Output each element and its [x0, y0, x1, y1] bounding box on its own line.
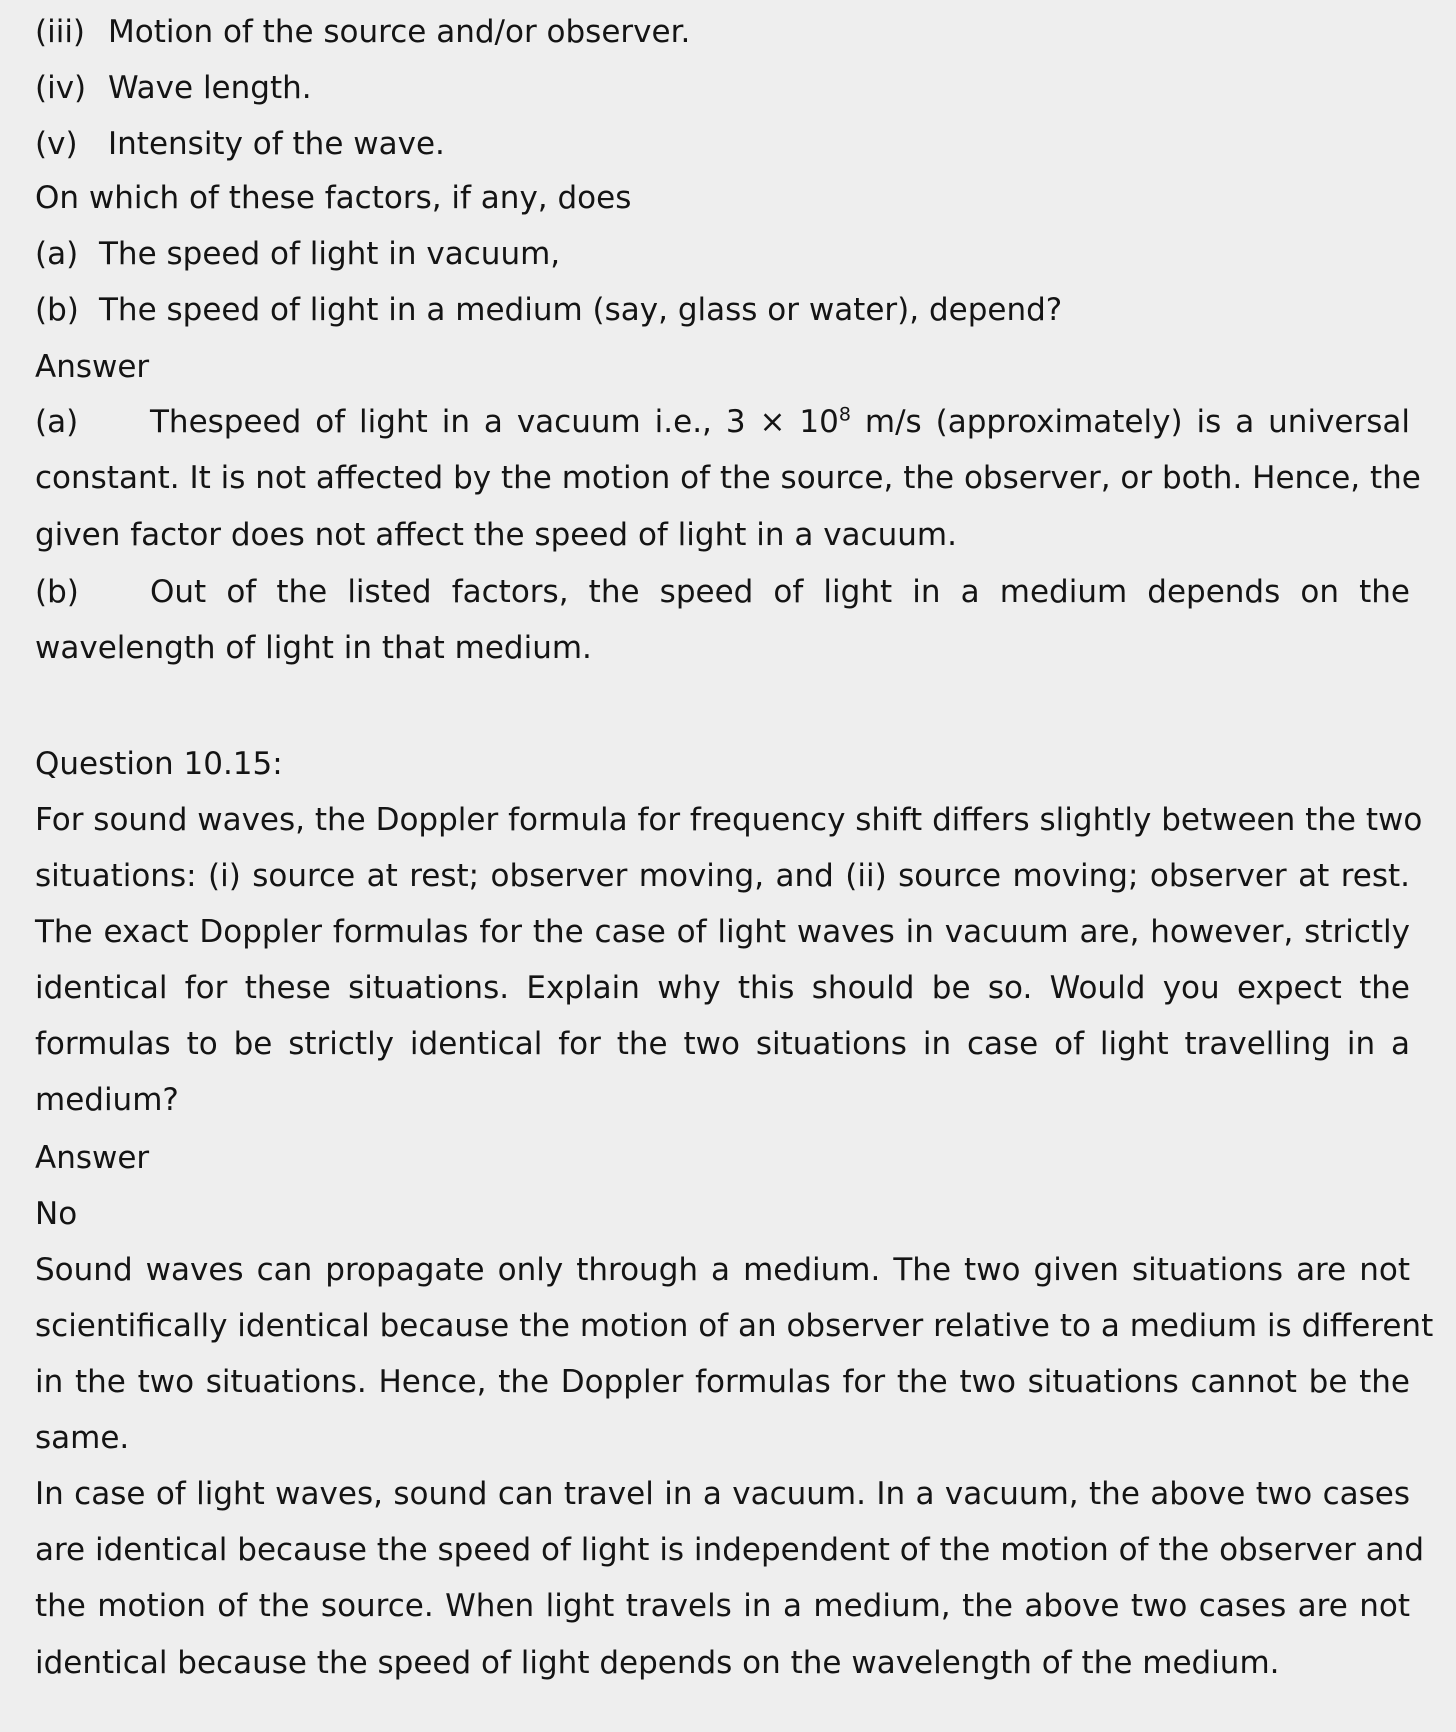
exponent: 8	[838, 403, 851, 426]
option-item	[35, 124, 1410, 164]
option-tag: (iv)	[35, 70, 87, 106]
option-text: Motion of the source and/or observer.	[108, 14, 691, 50]
sub-question-tag: (a)	[35, 236, 79, 272]
answer-paragraph-line: In case of light waves, sound can travel in a vacuum. In a vacuum, the above two cases	[35, 1476, 1410, 1512]
answer-paragraph-line: Sound waves can propagate only through a medium. The two given situations are not	[35, 1252, 1410, 1288]
answer-b-line: wavelength of light in that medium.	[35, 630, 592, 666]
answer-b-tag: (b)	[35, 574, 79, 610]
answer-paragraph-line: same.	[35, 1420, 130, 1456]
option-text: Wave length.	[108, 70, 312, 106]
answer-a-line: given factor does not affect the speed of light in a vacuum.	[35, 517, 957, 553]
answer-a-line	[35, 402, 1410, 442]
answer-paragraph-line: identical because the speed of light depends on the wavelength of the medium.	[35, 1645, 1280, 1681]
question-line: For sound waves, the Doppler formula for frequency shift differs slightly between the two	[35, 802, 1423, 838]
question-prompt: On which of these factors, if any, does	[35, 180, 632, 216]
sub-question-text: The speed of light in a medium (say, glass or water), depend?	[99, 292, 1063, 328]
question-line: medium?	[35, 1082, 179, 1118]
answer-paragraph-line: in the two situations. Hence, the Doppler formulas for the two situations cannot be the	[35, 1364, 1410, 1400]
answer-a-tag: (a)	[35, 404, 79, 440]
option-item	[35, 68, 1410, 108]
answer-paragraph-line: are identical because the speed of light is independent of the motion of the observer and	[35, 1532, 1425, 1568]
sub-question	[35, 234, 1410, 274]
question-line: situations: (i) source at rest; observer moving, and (ii) source moving; observer at rest.	[35, 858, 1410, 894]
sub-question-tag: (b)	[35, 292, 79, 328]
answer-short: No	[35, 1196, 78, 1232]
question-heading: Question 10.15:	[35, 746, 283, 782]
answer-a-text-post: m/s (approximately) is a universal	[850, 404, 1410, 440]
sub-question	[35, 290, 1410, 330]
answer-label: Answer	[35, 1140, 150, 1176]
option-item	[35, 12, 1410, 52]
answer-a-text-pre: Thespeed of light in a vacuum i.e., 3 × 10	[150, 404, 839, 440]
answer-paragraph-line: scientifically identical because the motion of an observer relative to a medium is different	[35, 1308, 1434, 1344]
option-text: Intensity of the wave.	[108, 126, 445, 162]
question-line: formulas to be strictly identical for the two situations in case of light travelling in a	[35, 1026, 1410, 1062]
answer-b-line	[35, 572, 1410, 612]
answer-paragraph-line: the motion of the source. When light travels in a medium, the above two cases are not	[35, 1588, 1410, 1624]
option-tag: (iii)	[35, 14, 86, 50]
answer-b-text: Out of the listed factors, the speed of light in a medium depends on the	[150, 574, 1410, 610]
question-line: identical for these situations. Explain why this should be so. Would you expect the	[35, 970, 1410, 1006]
sub-question-text: The speed of light in vacuum,	[99, 236, 561, 272]
option-tag: (v)	[35, 126, 78, 162]
answer-a-line: constant. It is not affected by the motion of the source, the observer, or both. Hence, the	[35, 460, 1421, 496]
answer-label: Answer	[35, 349, 150, 385]
question-line: The exact Doppler formulas for the case of light waves in vacuum are, however, strictly	[35, 914, 1410, 950]
